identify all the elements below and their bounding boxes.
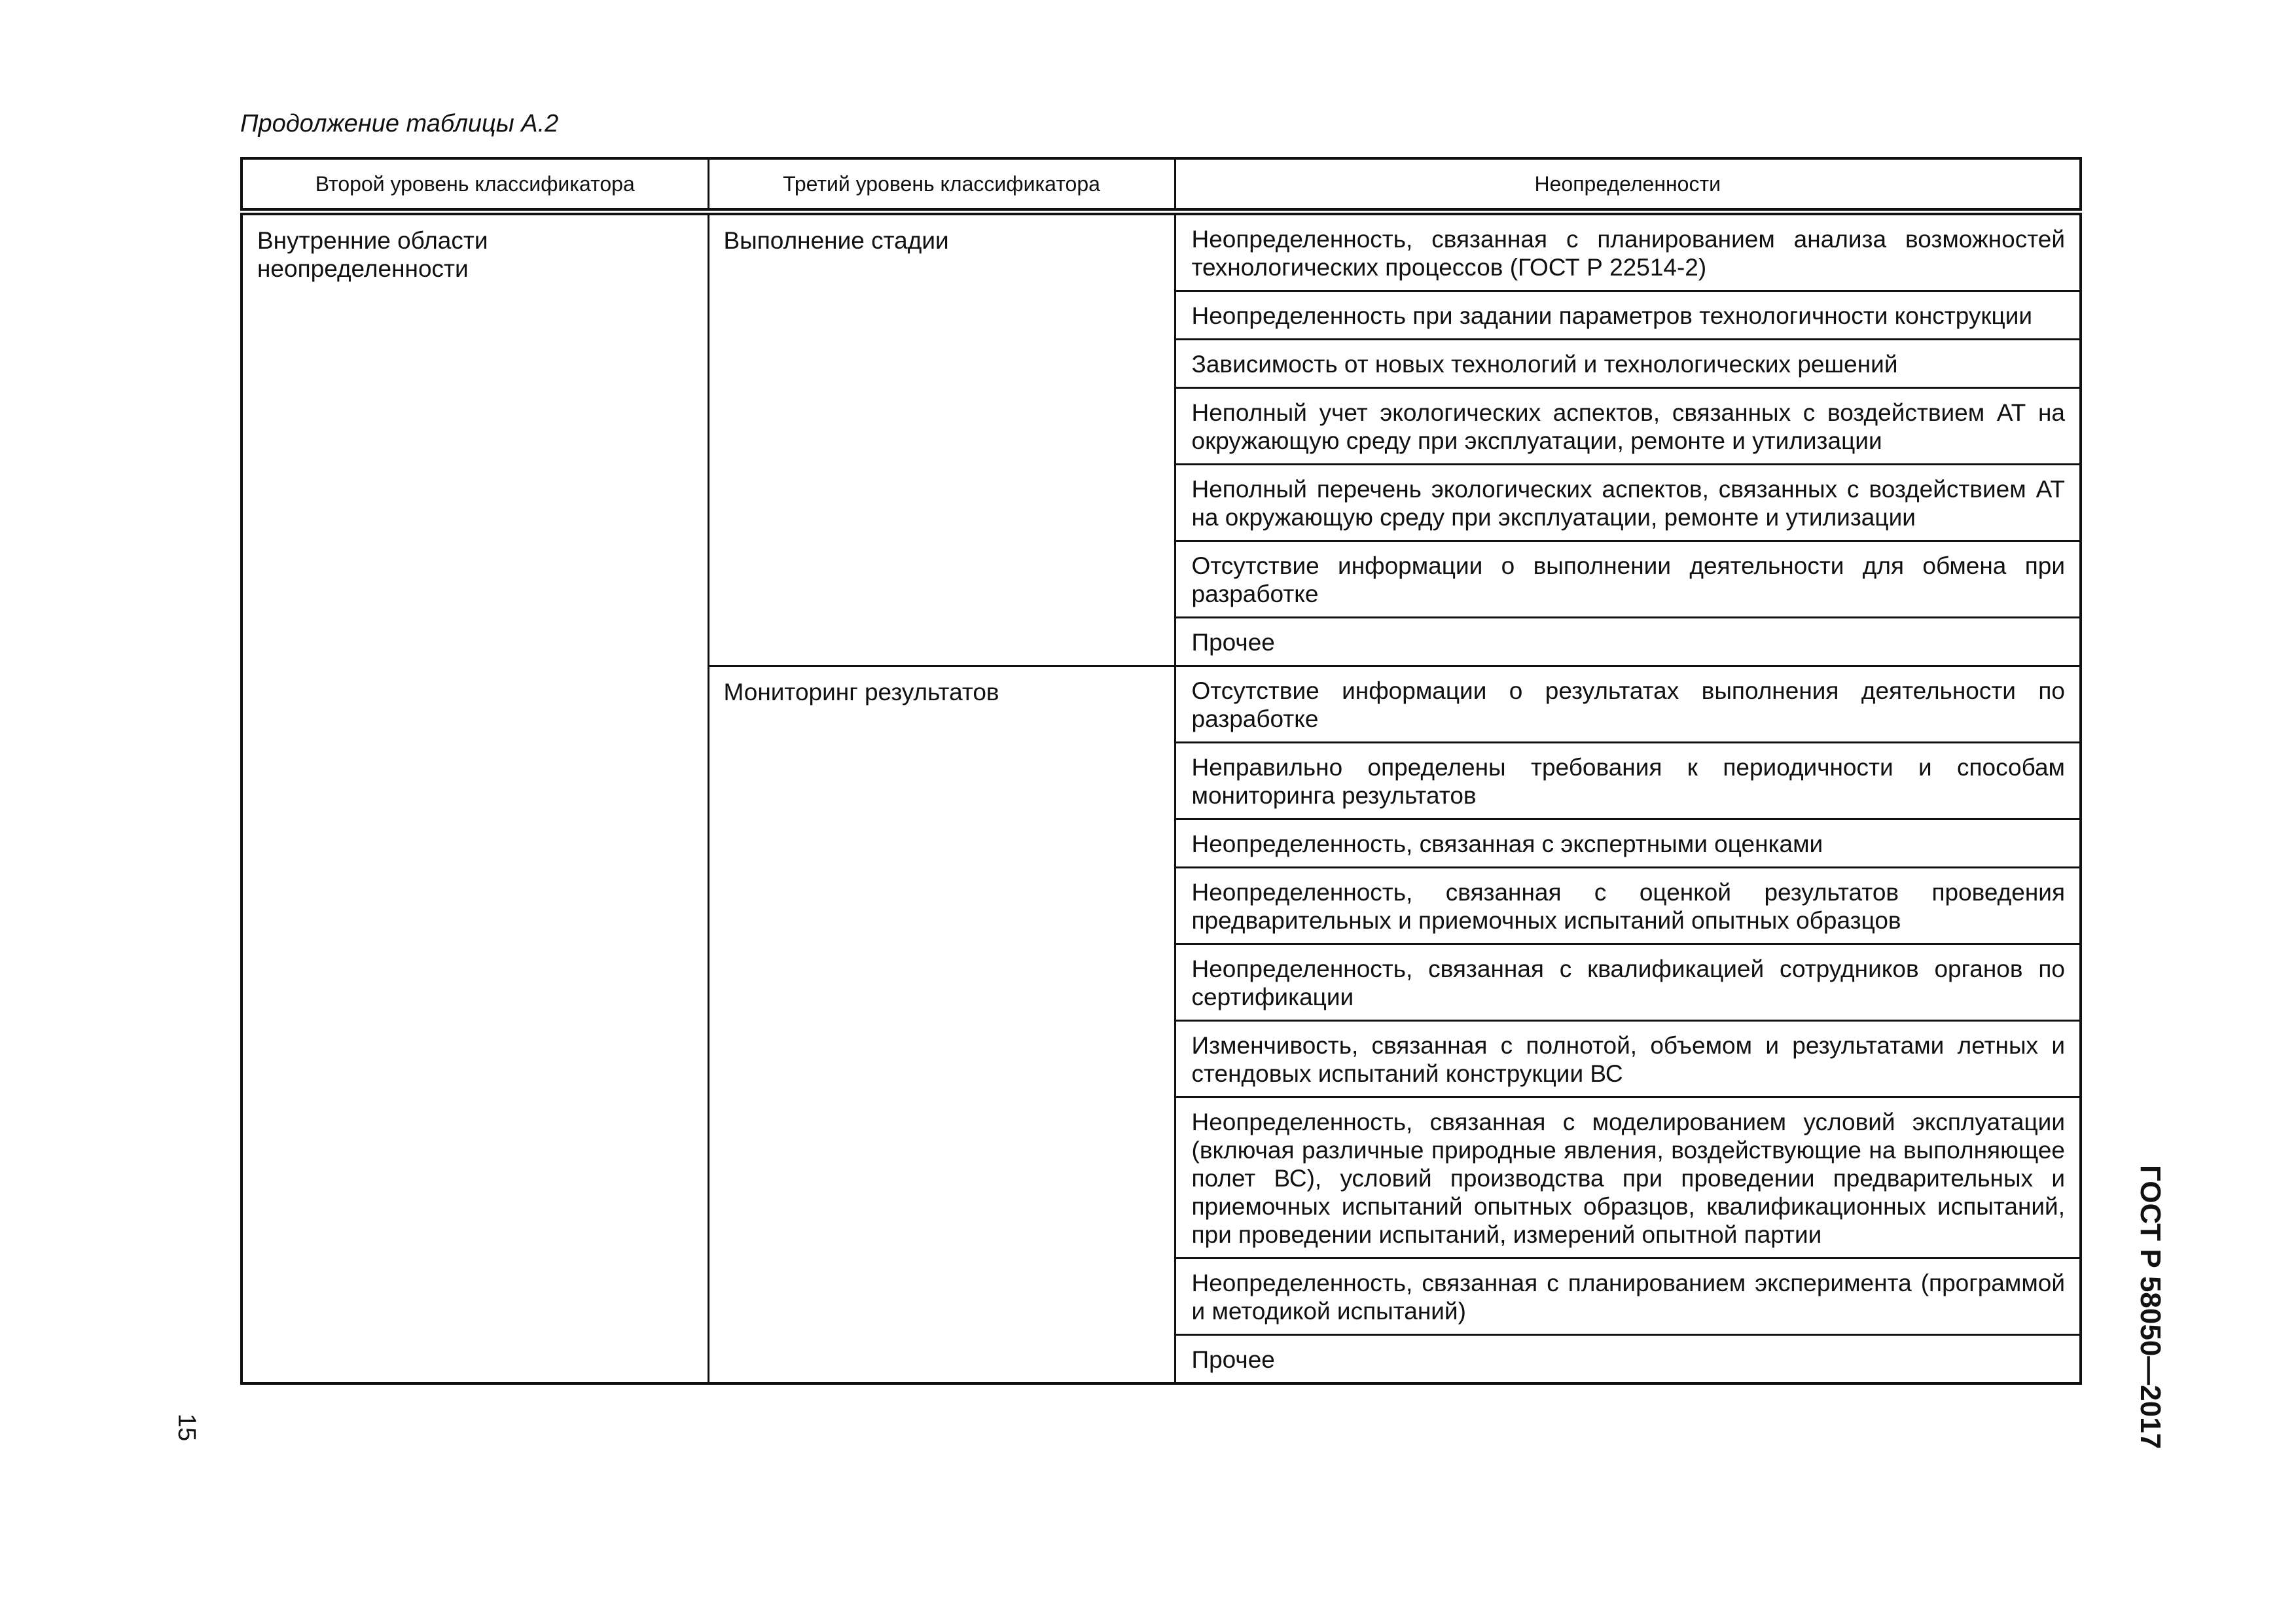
uncertainty-cell: Неопределенность, связанная с квалификацией сотрудников органов по сертификации bbox=[1175, 944, 2081, 1021]
table-header-row bbox=[242, 158, 2081, 212]
uncertainty-cell: Неопределенность при задании параметров технологичности конструкции bbox=[1175, 291, 2081, 340]
uncertainty-cell: Неполный учет экологических аспектов, связанных с воздействием АТ на окружающую среду при эксплуатации, ремонте и утилизации bbox=[1175, 388, 2081, 465]
classifier-table bbox=[240, 157, 2082, 1385]
uncertainty-cell: Неправильно определены требования к периодичности и способам мониторинга результатов bbox=[1175, 743, 2081, 819]
uncertainty-cell: Отсутствие информации о выполнении деятельности для обмена при разработке bbox=[1175, 541, 2081, 618]
uncertainty-cell: Зависимость от новых технологий и технологических решений bbox=[1175, 340, 2081, 388]
table-continuation-caption: Продолжение таблицы А.2 bbox=[240, 110, 559, 137]
header-third-level: Третий уровень классификатора bbox=[708, 158, 1175, 212]
uncertainty-cell: Изменчивость, связанная с полнотой, объемом и результатами летных и стендовых испытаний конструкции ВС bbox=[1175, 1021, 2081, 1097]
header-uncertainties: Неопределенности bbox=[1175, 158, 2081, 212]
header-second-level: Второй уровень классификатора bbox=[242, 158, 708, 212]
standard-code: ГОСТ Р 58050—2017 bbox=[2134, 1165, 2166, 1450]
uncertainty-cell: Неопределенность, связанная с планированием анализа возможностей технологических процессов (ГОСТ Р 22514-2) bbox=[1175, 212, 2081, 291]
uncertainty-cell: Неполный перечень экологических аспектов, связанных с воздействием АТ на окружающую среду при эксплуатации, ремонте и утилизации bbox=[1175, 465, 2081, 541]
uncertainty-cell: Отсутствие информации о результатах выполнения деятельности по разработке bbox=[1175, 666, 2081, 743]
uncertainty-cell: Неопределенность, связанная с оценкой результатов проведения предварительных и приемочных испытаний опытных образцов bbox=[1175, 868, 2081, 944]
table-row bbox=[242, 212, 2081, 291]
third-level-cell: Выполнение стадии bbox=[708, 212, 1175, 666]
page-number: 15 bbox=[173, 1414, 200, 1442]
uncertainty-cell: Прочее bbox=[1175, 1335, 2081, 1384]
third-level-cell: Мониторинг результатов bbox=[708, 666, 1175, 1384]
uncertainty-cell: Неопределенность, связанная с моделированием условий эксплуатации (включая различные природные явления, воздействующие на выполняющее полет ВС), условий производства при проведении предварительных и приемочных испытаний опытных образцов, квалификационных испытаний, при проведении испытаний, измерений опытной партии bbox=[1175, 1097, 2081, 1258]
uncertainty-cell: Прочее bbox=[1175, 618, 2081, 666]
uncertainty-cell: Неопределенность, связанная с экспертными оценками bbox=[1175, 819, 2081, 868]
uncertainty-cell: Неопределенность, связанная с планированием эксперимента (программой и методикой испытаний) bbox=[1175, 1258, 2081, 1335]
second-level-cell: Внутренние области неопределенности bbox=[242, 212, 708, 1384]
